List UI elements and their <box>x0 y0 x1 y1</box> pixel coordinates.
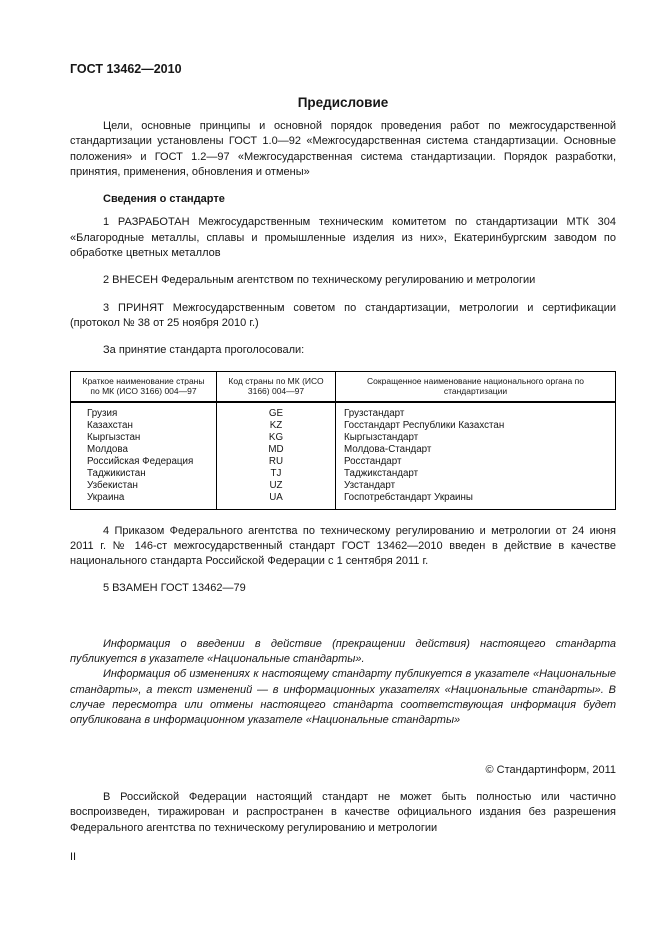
info-item-developed: 1 РАЗРАБОТАН Межгосударственным техническим комитетом по стандартизации МТК 304 «Благородные металлы, сплавы и промышленные изделия из них», Екатеринбургским заводом по обработке цветных металлов <box>70 216 616 260</box>
cell-code: UA <box>217 492 336 510</box>
cell-code: KZ <box>217 420 336 432</box>
cell-code: RU <box>217 456 336 468</box>
section-heading-standard-info: Сведения о стандарте <box>103 193 225 206</box>
cell-country: Украина <box>87 491 125 503</box>
cell-org: Грузстандарт <box>336 402 616 420</box>
page-footer <box>70 764 616 863</box>
cell-code: MD <box>217 444 336 456</box>
voting-table-body <box>71 402 616 510</box>
table-row <box>71 444 616 456</box>
cell-code: KG <box>217 432 336 444</box>
voting-table-header <box>71 371 616 402</box>
table-row <box>71 456 616 468</box>
col-header-code: Код страны по МК (ИСО 3166) 004—97 <box>217 371 336 402</box>
cell-country: Таджикистан <box>87 467 146 479</box>
intro-paragraph: Цели, основные принципы и основной порядок проведения работ по межгосударственной стандартизации установлены ГОСТ 1.0—92 «Межгосударственная система стандартизации. Основные положения» и ГОСТ 1.2—97 «Межгосударственная система стандартизации. Порядок разработки, принятия, применения, обновления и отмены» <box>70 120 616 178</box>
cell-country: Узбекистан <box>87 479 138 491</box>
table-row <box>71 420 616 432</box>
cell-code: UZ <box>217 480 336 492</box>
page-number: II <box>70 850 77 863</box>
cell-org: Узстандарт <box>336 480 616 492</box>
cell-country: Молдова <box>87 443 128 455</box>
table-row <box>71 432 616 444</box>
reproduction-restriction: В Российской Федерации настоящий стандарт не может быть полностью или частично воспроизведен, тиражирован и распространен в качестве официального издания без разрешения Федерального агентства по техническому регулированию и метрологии <box>70 791 616 834</box>
cell-country: Грузия <box>87 407 118 419</box>
cell-org: Таджикстандарт <box>336 468 616 480</box>
vote-intro-line: За принятие стандарта проголосовали: <box>103 344 305 357</box>
copyright-line: © Стандартинформ, 2011 <box>485 764 616 776</box>
cell-org: Госстандарт Республики Казахстан <box>336 420 616 432</box>
voting-table <box>70 371 616 510</box>
info-item-submitted: 2 ВНЕСЕН Федеральным агентством по техническому регулированию и метрологии <box>103 274 536 287</box>
cell-org: Кыргызстандарт <box>336 432 616 444</box>
cell-org: Госпотребстандарт Украины <box>336 492 616 510</box>
table-row <box>71 492 616 510</box>
cell-code: GE <box>217 402 336 420</box>
page-title: Предисловие <box>297 95 389 110</box>
info-item-adopted: 3 ПРИНЯТ Межгосударственным советом по стандартизации, метрологии и сертификации (протокол № 38 от 25 ноября 2010 г.) <box>70 301 616 329</box>
cell-code: TJ <box>217 468 336 480</box>
publication-notice <box>70 637 616 729</box>
page-content <box>70 62 616 729</box>
info-item-replaces: 5 ВЗАМЕН ГОСТ 13462—79 <box>103 582 246 595</box>
notice-paragraph-2: Информация об изменениях к настоящему стандарту публикуется в указателе «Национальные стандарты», а текст изменений — в информационных указателях «Национальные стандарты». В случае пересмотра или отмены настоящего стандарта соответствующая информация будет опубликована в информационном указателе «Национальные стандарты» <box>70 668 616 727</box>
cell-org: Молдова-Стандарт <box>336 444 616 456</box>
cell-country: Российская Федерация <box>87 455 194 467</box>
cell-country: Кыргызстан <box>87 431 141 443</box>
info-item-enacted: 4 Приказом Федерального агентства по техническому регулированию и метрологии от 24 июня 2011 г. № 146-ст межгосударственный стандарт ГОСТ 13462—2010 введен в действие в качестве национального стандарта Российской Федерации с 1 сентября 2011 г. <box>70 524 616 568</box>
standard-code: ГОСТ 13462—2010 <box>70 62 182 76</box>
col-header-country: Краткое наименование страны по МК (ИСО 3166) 004—97 <box>71 371 217 402</box>
col-header-org: Сокращенное наименование национального органа по стандартизации <box>336 371 616 402</box>
table-row <box>71 468 616 480</box>
notice-paragraph-1: Информация о введении в действие (прекращении действия) настоящего стандарта публикуется в указателе «Национальные стандарты». <box>70 637 616 666</box>
cell-country: Казахстан <box>87 419 133 431</box>
cell-org: Росстандарт <box>336 456 616 468</box>
table-row <box>71 402 616 420</box>
table-row <box>71 480 616 492</box>
